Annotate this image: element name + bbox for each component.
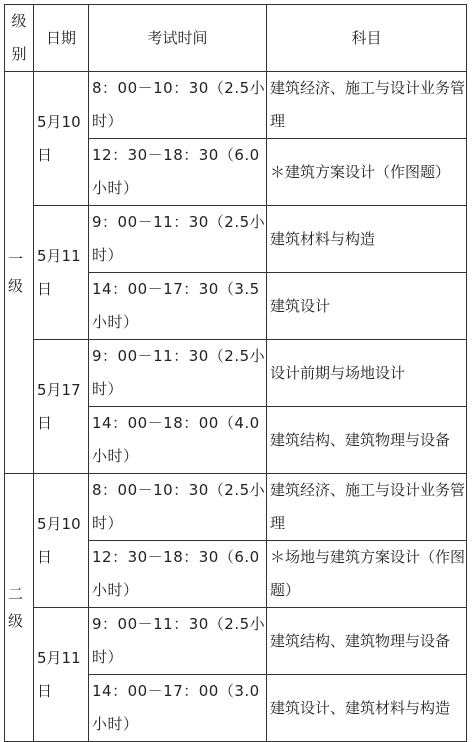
exam-time-cell: 14：00－17：00（3.0小时） — [89, 675, 267, 742]
subject-cell: 建筑结构、建筑物理与设备 — [267, 608, 467, 675]
date-cell — [34, 474, 89, 608]
exam-schedule-table — [4, 4, 467, 742]
subject-cell: 建筑材料与构造 — [267, 206, 467, 273]
level-text: 级 — [8, 611, 24, 630]
date-cell — [34, 608, 89, 742]
header-level-line2: 别 — [11, 45, 27, 63]
date-text: 5月17 — [37, 380, 81, 399]
level-text: 二 — [8, 584, 24, 603]
date-cell — [34, 206, 89, 340]
subject-cell: 建筑经济、施工与设计业务管理 — [267, 72, 467, 139]
table-row — [5, 474, 467, 541]
date-text: 5月10 — [37, 112, 81, 131]
date-text: 日 — [37, 279, 53, 298]
subject-cell: 建筑设计、建筑材料与构造 — [267, 675, 467, 742]
date-text: 5月10 — [37, 514, 81, 533]
table-row — [5, 608, 467, 675]
subject-cell: ＊场地与建筑方案设计（作图题） — [267, 541, 467, 608]
level-cell — [5, 474, 34, 742]
level-cell — [5, 72, 34, 474]
date-text: 日 — [37, 547, 53, 566]
date-cell — [34, 72, 89, 206]
date-text: 日 — [37, 413, 53, 432]
exam-time-cell: 14：00－18：00（4.0小时） — [89, 407, 267, 474]
header-time: 考试时间 — [89, 5, 267, 72]
header-level-line1: 级 — [11, 12, 27, 30]
date-text: 日 — [37, 681, 53, 700]
exam-time-cell: 8：00－10：30（2.5小时） — [89, 72, 267, 139]
header-subject: 科目 — [267, 5, 467, 72]
exam-time-cell: 12：30－18：30（6.0小时） — [89, 541, 267, 608]
subject-cell: 建筑经济、施工与设计业务管理 — [267, 474, 467, 541]
table-header-row — [5, 5, 467, 72]
exam-time-cell: 14：00－17：30（3.5小时） — [89, 273, 267, 340]
date-text: 5月11 — [37, 246, 81, 265]
subject-cell: 设计前期与场地设计 — [267, 340, 467, 407]
header-date: 日期 — [34, 5, 89, 72]
table-row — [5, 72, 467, 139]
table-row — [5, 206, 467, 273]
subject-cell: 建筑结构、建筑物理与设备 — [267, 407, 467, 474]
subject-cell: 建筑设计 — [267, 273, 467, 340]
table-body — [5, 72, 467, 742]
header-level — [5, 5, 34, 72]
date-text: 日 — [37, 145, 53, 164]
exam-time-cell: 9：00－11：30（2.5小时） — [89, 206, 267, 273]
level-text: 级 — [8, 276, 24, 295]
exam-time-cell: 9：00－11：30（2.5小时） — [89, 608, 267, 675]
date-cell — [34, 340, 89, 474]
exam-time-cell: 8：00－10：30（2.5小时） — [89, 474, 267, 541]
exam-time-cell: 12：30－18：30（6.0小时） — [89, 139, 267, 206]
exam-time-cell: 9：00－11：30（2.5小时） — [89, 340, 267, 407]
level-text: 一 — [8, 249, 24, 268]
table-row — [5, 340, 467, 407]
date-text: 5月11 — [37, 648, 81, 667]
subject-cell: ＊建筑方案设计（作图题） — [267, 139, 467, 206]
